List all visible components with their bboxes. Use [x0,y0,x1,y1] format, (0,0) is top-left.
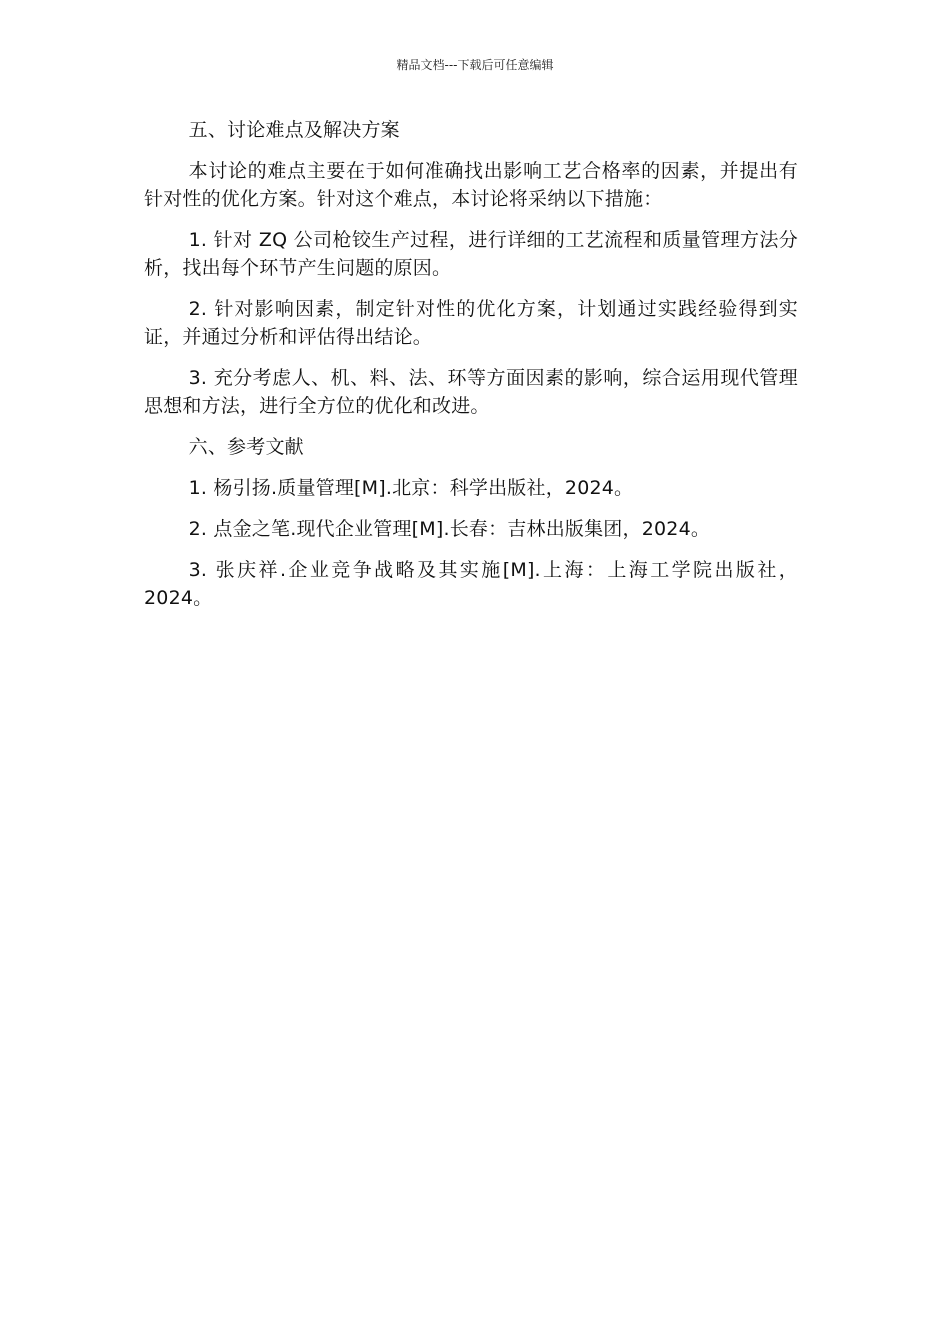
reference-item-2: 2. 点金之笔.现代企业管理[M].长春：吉林出版集团，2024。 [188,518,711,540]
measure-item-2: 2. 针对影响因素，制定针对性的优化方案，计划通过实践经验得到实证，并通过分析和评估得出结论。 [144,298,798,348]
page-header: 精品文档---下载后可任意编辑 [396,58,554,72]
section-heading-references: 六、参考文献 [188,436,304,458]
document-body [144,116,798,625]
reference-item-3: 3. 张庆祥.企业竞争战略及其实施[M].上海：上海工学院出版社，2024。 [144,559,798,609]
measure-item-3: 3. 充分考虑人、机、料、法、环等方面因素的影响，综合运用现代管理思想和方法，进行全方位的优化和改进。 [144,367,798,417]
measure-item-1: 1. 针对 ZQ 公司枪铰生产过程，进行详细的工艺流程和质量管理方法分析，找出每个环节产生问题的原因。 [144,229,798,279]
difficulties-intro: 本讨论的难点主要在于如何准确找出影响工艺合格率的因素，并提出有针对性的优化方案。针对这个难点，本讨论将采纳以下措施： [144,160,798,210]
reference-item-1: 1. 杨引扬.质量管理[M].北京：科学出版社，2024。 [188,477,634,499]
section-heading-difficulties: 五、讨论难点及解决方案 [188,119,400,141]
